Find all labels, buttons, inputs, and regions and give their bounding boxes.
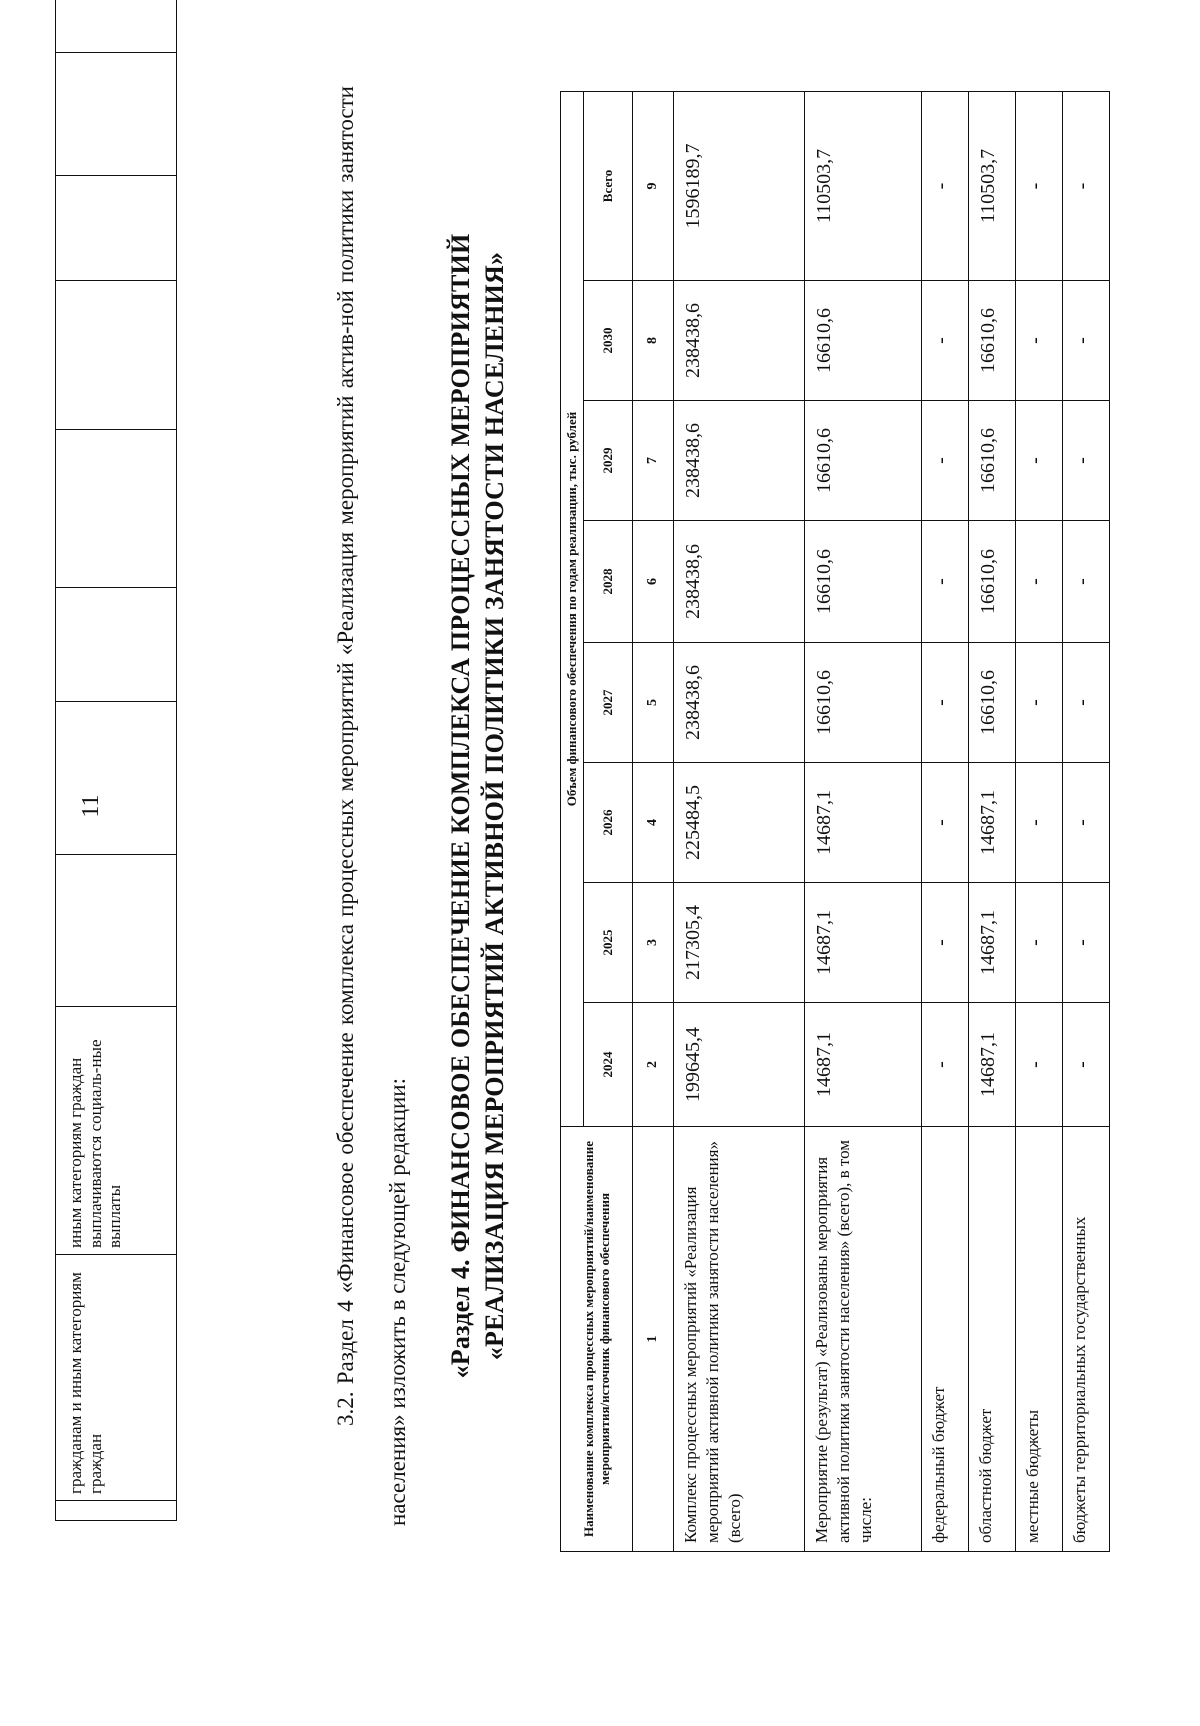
row-label: местные бюджеты (1016, 1127, 1063, 1552)
continued-cell (56, 0, 177, 53)
table-cell: - (1063, 1003, 1110, 1127)
year-header: 2028 (584, 521, 633, 643)
table-cell: - (922, 763, 969, 883)
table-cell: - (1016, 883, 1063, 1003)
table-cell: - (922, 281, 969, 401)
continued-cell (56, 281, 177, 430)
table-cell: - (1063, 883, 1110, 1003)
table-cell-total: - (922, 91, 969, 280)
table-cell-total: 110503,7 (805, 91, 922, 280)
table-cell: 16610,6 (969, 281, 1016, 401)
continued-cell (56, 176, 177, 281)
column-number: 3 (633, 883, 674, 1003)
section-title (444, 106, 512, 1506)
table-row (1063, 91, 1110, 1551)
column-number: 8 (633, 281, 674, 401)
continued-cell (56, 1501, 177, 1521)
table-row (1016, 91, 1063, 1551)
table-cell: - (1063, 521, 1110, 643)
year-header: 2030 (584, 281, 633, 401)
intro-paragraph: 3.2. Раздел 4 «Финансовое обеспечение комплекса процессных мероприятий «Реализация мероприятий актив-ной политики занятости населения» изложить в следующей редакции: (333, 86, 410, 1526)
table-cell-total: - (1063, 91, 1110, 280)
table-cell-total: - (1016, 91, 1063, 280)
table-row (674, 91, 805, 1551)
year-header: 2024 (584, 1003, 633, 1127)
continued-cell (56, 588, 177, 702)
table-cell: 16610,6 (969, 643, 1016, 763)
column-number: 6 (633, 521, 674, 643)
continued-cell (56, 702, 177, 855)
year-header: 2029 (584, 401, 633, 521)
continued-cell-recipients: гражданам и иным категориям граждан (56, 1255, 177, 1501)
table-cell: 16610,6 (805, 281, 922, 401)
column-number: 4 (633, 763, 674, 883)
table-cell: - (922, 883, 969, 1003)
table-cell: 14687,1 (805, 1003, 922, 1127)
table-cell: 16610,6 (805, 401, 922, 521)
table-cell: - (1063, 281, 1110, 401)
row-label: областной бюджет (969, 1127, 1016, 1552)
table-cell: 14687,1 (969, 763, 1016, 883)
section-title-line-2: «РЕАЛИЗАЦИЯ МЕРОПРИЯТИЙ АКТИВНОЙ ПОЛИТИКИ ЗАНЯТОСТИ НАСЕЛЕНИЯ» (480, 251, 509, 1361)
table-cell: 16610,6 (805, 521, 922, 643)
year-header: 2027 (584, 643, 633, 763)
table-cell-total: 110503,7 (969, 91, 1016, 280)
total-header: Всего (584, 91, 633, 280)
table-cell: - (1016, 521, 1063, 643)
table-cell: 14687,1 (805, 763, 922, 883)
table-cell: - (1016, 401, 1063, 521)
page-number: 11 (78, 794, 104, 818)
table-cell: 199645,4 (674, 1003, 805, 1127)
continued-cell-payments: иным категориям граждан выплачиваются социаль-ные выплаты (56, 1007, 177, 1255)
table-cell-total: 1596189,7 (674, 91, 805, 280)
table-cell: - (922, 401, 969, 521)
table-cell: 238438,6 (674, 643, 805, 763)
table-cell: - (1016, 1003, 1063, 1127)
table-cell: 14687,1 (805, 883, 922, 1003)
table-cell: 225484,5 (674, 763, 805, 883)
table-row (922, 91, 969, 1551)
column-number: 5 (633, 643, 674, 763)
table-cell: - (1063, 763, 1110, 883)
table-cell: - (922, 521, 969, 643)
table-cell: 16610,6 (805, 643, 922, 763)
table-cell: - (1016, 281, 1063, 401)
section-title-line-1: «Раздел 4. ФИНАНСОВОЕ ОБЕСПЕЧЕНИЕ КОМПЛЕКСА ПРОЦЕССНЫХ МЕРОПРИЯТИЙ (446, 233, 475, 1379)
column-number: 7 (633, 401, 674, 521)
continued-cell (56, 430, 177, 588)
row-label: федеральный бюджет (922, 1127, 969, 1552)
continued-table (55, 0, 177, 1521)
table-cell: 14687,1 (969, 1003, 1016, 1127)
continued-cell (56, 53, 177, 176)
column-number: 9 (633, 91, 674, 280)
volume-header: Объем финансового обеспечения по годам реализации, тыс. рублей (561, 91, 584, 1126)
column-number: 2 (633, 1003, 674, 1127)
table-cell: 238438,6 (674, 521, 805, 643)
year-header: 2025 (584, 883, 633, 1003)
name-column-header: Наименование комплекса процессных мероприятий/наименование мероприятия/источник финансового обеспечения (561, 1127, 633, 1552)
row-label: Мероприятие (результат) «Реализованы мероприятия активной политики занятости населения» (всего), в том числе: (805, 1127, 922, 1552)
table-cell: 16610,6 (969, 401, 1016, 521)
table-cell: - (1016, 643, 1063, 763)
table-cell: 238438,6 (674, 401, 805, 521)
row-label: бюджеты территориальных государственных (1063, 1127, 1110, 1552)
table-cell: - (1063, 643, 1110, 763)
table-cell: - (1016, 763, 1063, 883)
table-cell: - (1063, 401, 1110, 521)
row-label: Комплекс процессных мероприятий «Реализация мероприятий активной политики занятости населения» (всего) (674, 1127, 805, 1552)
financing-table (560, 91, 1110, 1552)
table-cell: - (922, 643, 969, 763)
column-number: 1 (633, 1127, 674, 1552)
table-cell: 14687,1 (969, 883, 1016, 1003)
table-cell: 238438,6 (674, 281, 805, 401)
table-cell: - (922, 1003, 969, 1127)
table-row (805, 91, 922, 1551)
table-cell: 217305,4 (674, 883, 805, 1003)
continued-cell (56, 855, 177, 1007)
table-cell: 16610,6 (969, 521, 1016, 643)
year-header: 2026 (584, 763, 633, 883)
table-row (969, 91, 1016, 1551)
